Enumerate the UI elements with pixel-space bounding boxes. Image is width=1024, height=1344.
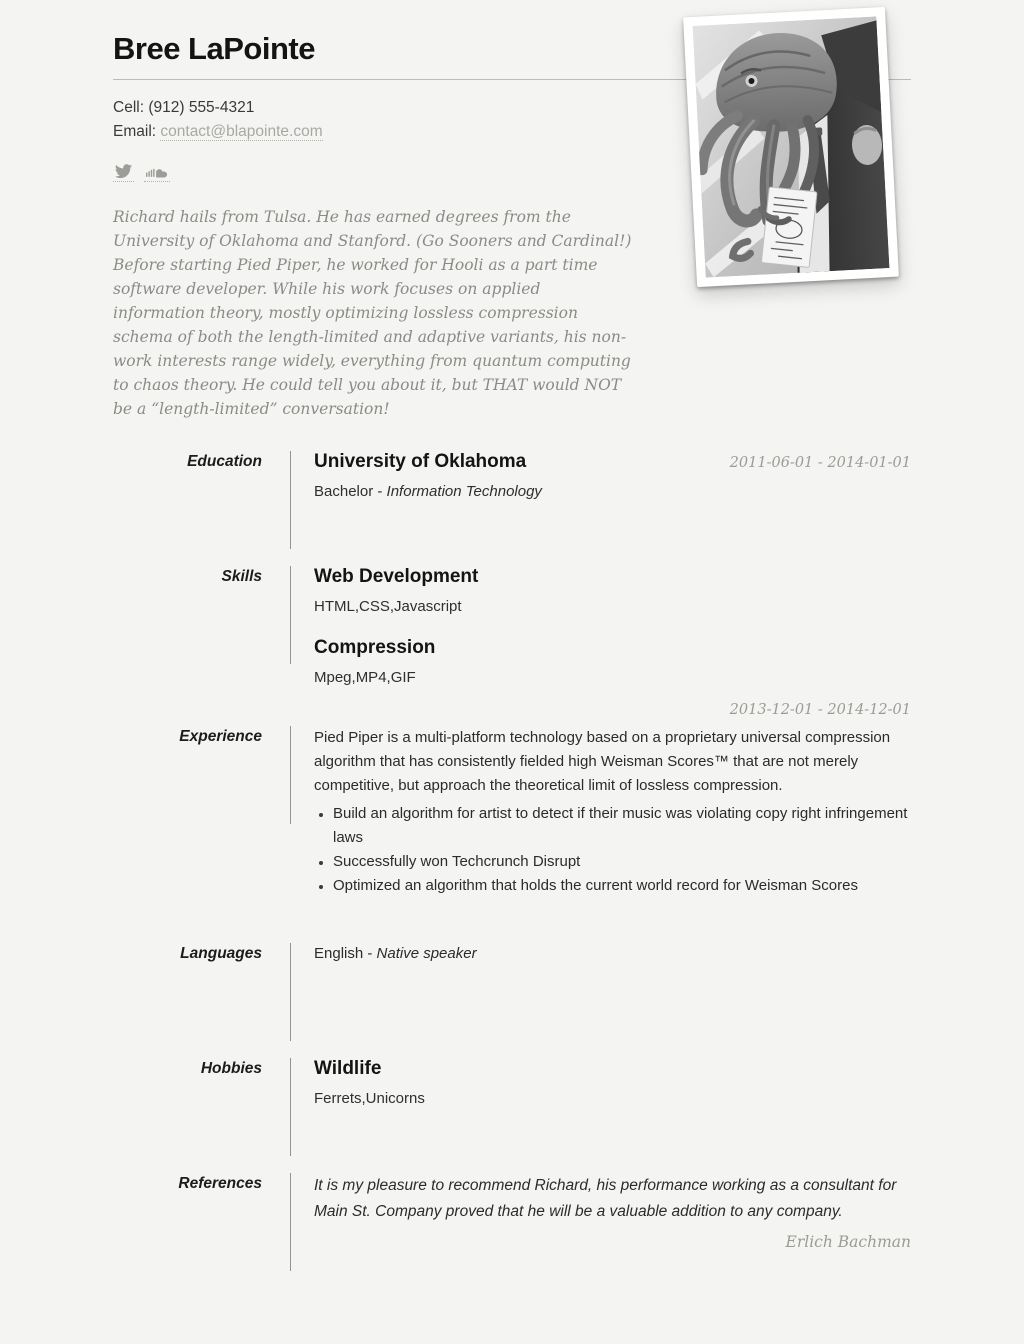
experience-bullet: • Optimized an algorithm that holds the current world record for Weisman Scores bbox=[333, 874, 911, 898]
reference-quote: It is my pleasure to recommend Richard, his performance working as a consultant for Main St. Company proved that he will be a valuable addition to any company. bbox=[314, 1177, 897, 1220]
skill-title: Compression bbox=[314, 637, 436, 658]
education-content bbox=[314, 451, 911, 566]
twitter-link[interactable] bbox=[113, 164, 134, 182]
section-languages bbox=[113, 943, 911, 1058]
languages-label: Languages bbox=[180, 945, 262, 962]
education-label: Education bbox=[187, 453, 262, 470]
language-level: Native speaker bbox=[376, 945, 477, 962]
skills-label: Skills bbox=[221, 568, 262, 585]
experience-label: Experience bbox=[179, 728, 262, 745]
hobby-details: Ferrets,Unicorns bbox=[314, 1090, 425, 1107]
references-content bbox=[314, 1173, 911, 1288]
language-name: English - bbox=[314, 945, 377, 962]
profile-photo bbox=[683, 7, 899, 287]
experience-bullet: • Build an algorithm for artist to detect if their music was violating copy right infringement laws bbox=[333, 802, 911, 850]
skill-title: Web Development bbox=[314, 566, 479, 587]
hobbies-divider-line bbox=[290, 1058, 291, 1156]
twitter-icon bbox=[115, 164, 132, 178]
reference-author: Erlich Bachman bbox=[785, 1233, 911, 1251]
page-title: Bree LaPointe bbox=[113, 31, 315, 66]
skill-item bbox=[314, 637, 911, 688]
skill-details: Mpeg,MP4,GIF bbox=[314, 669, 416, 686]
languages-divider-line bbox=[290, 943, 291, 1041]
soundcloud-icon bbox=[146, 166, 168, 178]
cell-value: (912) 555-4321 bbox=[148, 99, 255, 116]
section-hobbies bbox=[113, 1058, 911, 1173]
education-divider-line bbox=[290, 451, 291, 549]
education-degree-plain: Bachelor - bbox=[314, 483, 387, 500]
education-degree-field: Information Technology bbox=[386, 483, 542, 500]
summary-text: Richard hails from Tulsa. He has earned degrees from the University of Oklahoma and Stanford. (Go Sooners and Cardinal!) Before starting Pied Piper, he worked for Hooli as a part time software developer. While his work focuses on applied information theory, mostly optimizing lossless compression schema of both the length-limited and adaptive variants, his non-work interests range widely, everything from quantum computing to chaos theory. He could tell you about it, but THAT would NOT be a “length-limited” conversation! bbox=[113, 208, 632, 418]
references-label: References bbox=[178, 1175, 262, 1192]
section-references bbox=[113, 1173, 911, 1288]
education-degree bbox=[314, 482, 911, 502]
cthulhu-portrait-illustration bbox=[693, 16, 890, 277]
sections bbox=[113, 451, 911, 1288]
experience-bullets bbox=[314, 802, 911, 898]
experience-dates: 2013-12-01 - 2014-12-01 bbox=[729, 702, 911, 718]
education-dates: 2011-06-01 - 2014-01-01 bbox=[729, 455, 911, 471]
references-divider-line bbox=[290, 1173, 291, 1271]
hobbies-content bbox=[314, 1058, 911, 1173]
section-education bbox=[113, 451, 911, 566]
experience-divider-line bbox=[290, 726, 291, 824]
experience-bullet: • Successfully won Techcrunch Disrupt bbox=[333, 850, 911, 874]
hobbies-label: Hobbies bbox=[200, 1060, 262, 1077]
experience-content bbox=[314, 726, 911, 898]
experience-summary: Pied Piper is a multi-platform technology based on a proprietary universal compression algorithm that has consistently fielded high Weisman Scores™ that are not merely competitive, but approach the theoretical limit of lossless compression. bbox=[314, 729, 891, 794]
cell-label: Cell: bbox=[113, 99, 145, 116]
hobby-title: Wildlife bbox=[314, 1058, 382, 1079]
email-label: Email: bbox=[113, 123, 157, 140]
skills-content bbox=[314, 566, 911, 688]
languages-content bbox=[314, 943, 911, 1058]
skill-item bbox=[314, 566, 911, 617]
section-skills bbox=[113, 566, 911, 688]
education-school: University of Oklahoma bbox=[314, 451, 527, 472]
skill-details: HTML,CSS,Javascript bbox=[314, 598, 462, 615]
email-link[interactable]: contact@blapointe.com bbox=[160, 123, 323, 140]
section-experience bbox=[113, 700, 911, 898]
skills-divider-line bbox=[290, 566, 291, 664]
soundcloud-link[interactable] bbox=[144, 166, 170, 182]
